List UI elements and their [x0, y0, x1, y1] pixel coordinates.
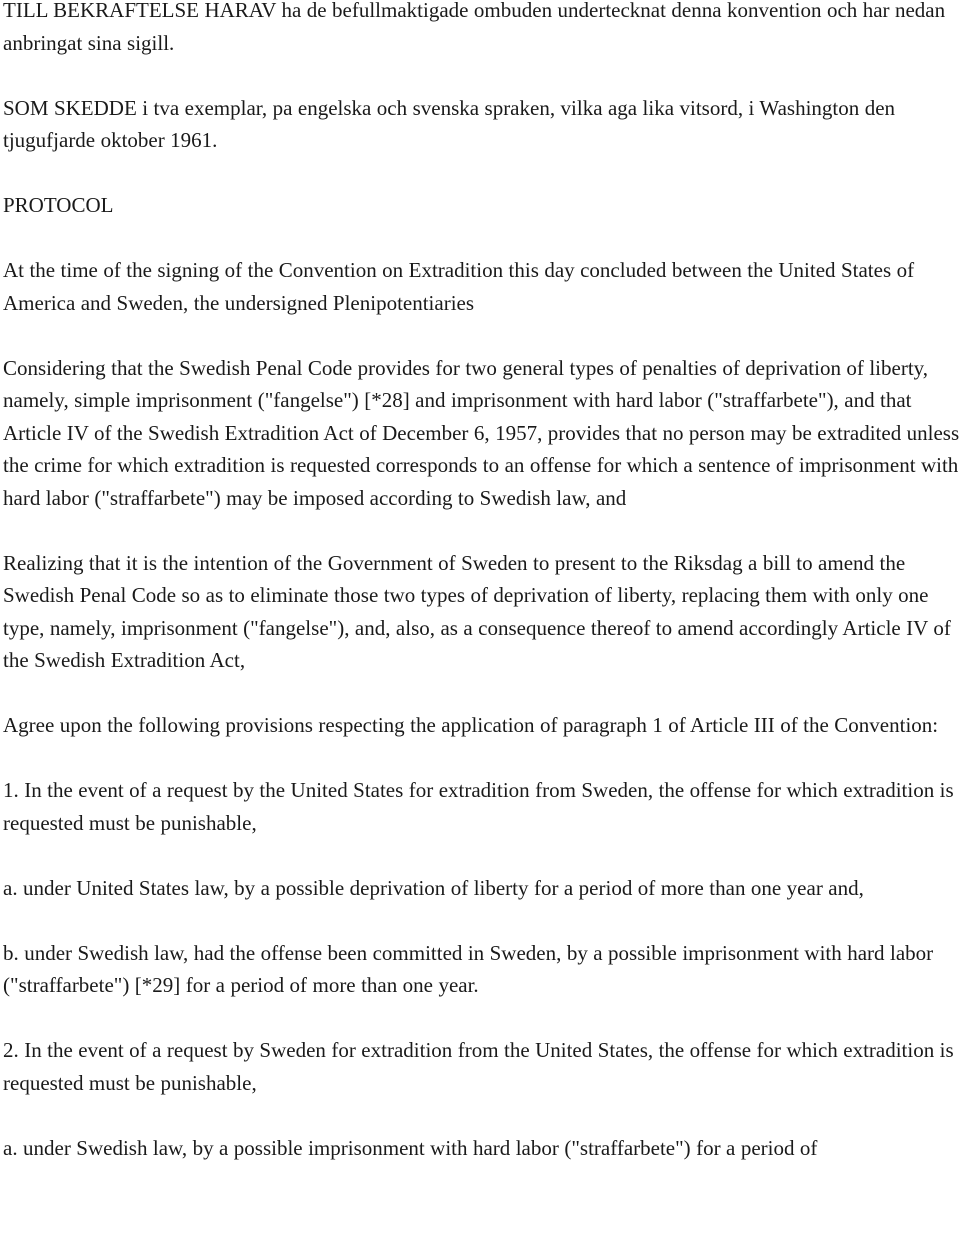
paragraph-considering: Considering that the Swedish Penal Code provides for two general types of penalties of deprivation of liberty, namely, simple imprisonment ("fangelse") [*28] and imprisonment with hard labor ("straffarbete"), and that Article IV of the Swedish Extradition Act of December 6, 1957, provides that no person may be extradited unless the crime for which extradition is requested corresponds to an offense for which a sentence of imprisonment with hard labor ("straffarbete") may be imposed according to Swedish law, and [3, 355, 960, 510]
provision-1: 1. In the event of a request by the United States for extradition from Sweden, the offense for which extradition is requested must be punishable, [3, 778, 954, 835]
provision-2: 2. In the event of a request by Sweden for extradition from the United States, the offense for which extradition is requested must be punishable, [3, 1038, 954, 1095]
paragraph-signing-preamble: At the time of the signing of the Convention on Extradition this day concluded between the United States of America and Sweden, the undersigned Plenipotentiaries [3, 258, 915, 315]
paragraph-attestation-swedish: TILL BEKRAFTELSE HARAV ha de befullmaktigade ombuden undertecknat denna konvention och har nedan anbringat sina sigill. [3, 0, 946, 55]
document-body [3, 0, 960, 1197]
provision-1b: b. under Swedish law, had the offense been committed in Sweden, by a possible imprisonment with hard labor ("straffarbete") [*29] for a period of more than one year. [3, 940, 934, 997]
provision-1a: a. under United States law, by a possible deprivation of liberty for a period of more than one year and, [3, 875, 864, 900]
paragraph-realizing: Realizing that it is the intention of the Government of Sweden to present to the Riksdag a bill to amend the Swedish Penal Code so as to eliminate those two types of deprivation of liberty, replacing them with only one type, namely, imprisonment ("fangelse"), and, also, as a consequence thereof to amend accordingly Article IV of the Swedish Extradition Act, [3, 550, 951, 672]
paragraph-agree-upon: Agree upon the following provisions respecting the application of paragraph 1 of Article III of the Convention: [3, 713, 939, 737]
paragraph-done-in-duplicate-swedish: SOM SKEDDE i tva exemplar, pa engelska och svenska spraken, vilka aga lika vitsord, i Washington den tjugufjarde oktober 1961. [3, 95, 896, 152]
protocol-heading: PROTOCOL [3, 193, 114, 217]
provision-2a: a. under Swedish law, by a possible imprisonment with hard labor ("straffarbete") for a period of [3, 1135, 818, 1160]
